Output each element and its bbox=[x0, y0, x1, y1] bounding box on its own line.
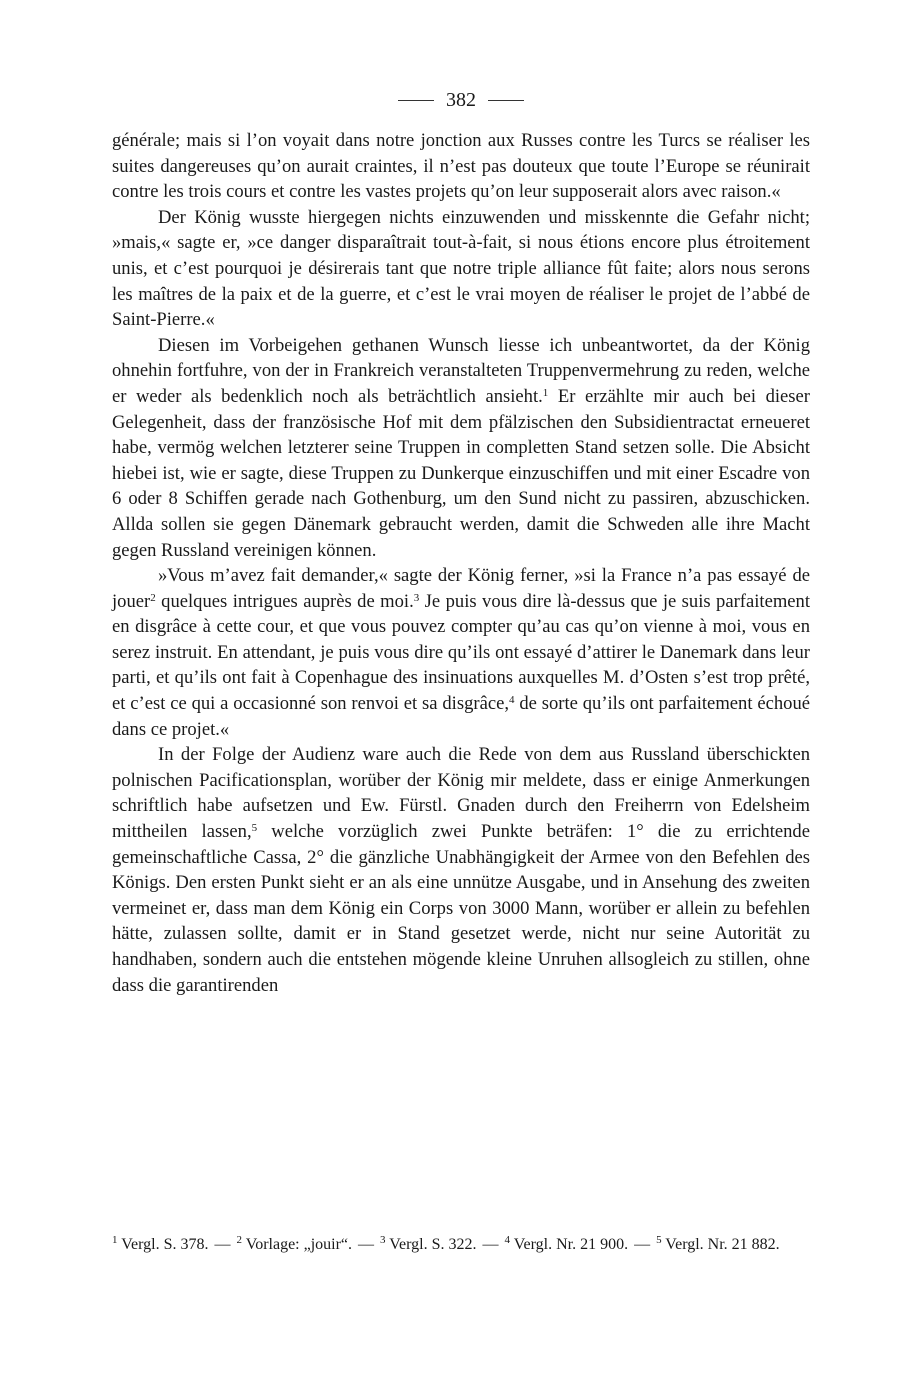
footnote bbox=[505, 1236, 629, 1253]
paragraph-text: Er erzählte mir auch bei dieser Gelegenheit, dass der französische Hof mit dem pfälzischen den Subsidientractat erneueret habe, vermög welchen letzterer seine Truppen in completten Stand setzen solle. Die Absicht hiebei ist, wie er sagte, diese Truppen zu Dunkerque einzuschiffen und mit einer Escadre von 6 oder 8 Schiffen gerade nach Gothenburg, um den Sund nicht zu passiren, abzuschicken. Allda sollen sie gegen Dänemark gebraucht werden, damit die Schweden alle ihre Macht gegen Russland vereinigen können. bbox=[112, 385, 810, 561]
footnote bbox=[656, 1236, 780, 1253]
footnote-text: Vorlage: „jouir“. bbox=[241, 1236, 353, 1253]
footnote-number: 1 bbox=[112, 1234, 118, 1246]
footnote-text: Vergl. Nr. 21 900. bbox=[510, 1236, 629, 1253]
paragraph-text: quelques intrigues auprès de moi. bbox=[155, 590, 414, 612]
footnote-number: 5 bbox=[656, 1234, 662, 1246]
footnotes bbox=[112, 1233, 810, 1256]
footnote-ref: 1 bbox=[542, 386, 549, 399]
body-text bbox=[112, 128, 810, 998]
page bbox=[112, 82, 810, 998]
footnote-ref: 5 bbox=[251, 822, 258, 835]
paragraph bbox=[112, 742, 810, 998]
paragraph-text: générale; mais si l’on voyait dans notre jonction aux Russes contre les Turcs se réaliser les suites dangereuses qu’on aurait craintes, il n’est pas douteux que toute l’Europe se réunirait contre les trois cours et contre les vastes projets qu’on leur supposerait alors avec raison.« bbox=[112, 130, 810, 203]
header-rule-left bbox=[398, 100, 434, 101]
paragraph bbox=[112, 205, 810, 333]
footnote bbox=[380, 1236, 476, 1253]
header-rule-right bbox=[488, 100, 524, 101]
footnote-text: Vergl. S. 322. bbox=[385, 1236, 477, 1253]
footnote-ref: 2 bbox=[150, 591, 156, 604]
footnote-number: 2 bbox=[236, 1234, 242, 1246]
paragraph-text: Der König wusste hiergegen nichts einzuwenden und misskennte die Gefahr nicht; »mais,« sagte er, »ce danger disparaîtrait tout-à-fait, si nous étions encore plus étroitement unis, et c’est pourquoi je désirerais tant que notre triple alliance fût faite; alors nous serons les maîtres de la paix et de la guerre, et c’est le vrai moyen de réaliser le projet de l’abbé de Saint-Pierre.« bbox=[112, 206, 810, 331]
footnote-number: 4 bbox=[504, 1234, 511, 1246]
paragraph-text: »Vous m’avez fait demander,« sagte der König ferner, »si la France n’a pas essayé de jouer bbox=[112, 565, 810, 612]
footnote-text: Vergl. S. 378. bbox=[117, 1236, 209, 1253]
footnote-separator: — bbox=[358, 1236, 375, 1253]
paragraph-text: Je puis vous dire là-dessus que je suis parfaitement en disgrâce à cette cour, et que vous pouvez compter qu’au cas qu’on vienne à moi, vous en serez instruit. En attendant, je puis vous dire qu’ils ont essayé d’attirer le Danemark dans leur parti, et qu’ils ont fait à Copenhague des insinuations auxquelles M. d’Osten s’est trop prêté, et c’est ce qui a occasionné son renvoi et sa disgrâce, bbox=[112, 590, 811, 715]
paragraph-text: de sorte qu’ils ont parfaitement échoué dans ce projet.« bbox=[112, 693, 810, 740]
paragraph bbox=[112, 333, 810, 563]
footnote-ref: 4 bbox=[508, 694, 515, 707]
paragraph-text: In der Folge der Audienz ware auch die Rede von dem aus Russland überschickten polnischen Pacificationsplan, worüber der König mir meldete, dass er einige Anmerkungen schriftlich habe aufsetzen und Ew. Fürstl. Gnaden durch den Freiherrn von Edelsheim mittheilen lassen, bbox=[112, 744, 810, 843]
footnote-ref: 3 bbox=[413, 591, 420, 604]
footnote-separator: — bbox=[482, 1236, 499, 1253]
footnote-separator: — bbox=[214, 1236, 231, 1253]
paragraph bbox=[112, 563, 810, 742]
paragraph bbox=[112, 128, 810, 205]
footnote-number: 3 bbox=[380, 1234, 386, 1246]
footnote bbox=[112, 1236, 208, 1253]
footnote-text: Vergl. Nr. 21 882. bbox=[661, 1236, 780, 1253]
paragraph-text: Diesen im Vorbeigehen gethanen Wunsch liesse ich unbeantwortet, da der König ohnehin fortfuhre, von der in Frankreich veranstalteten Truppenvermehrung zu reden, welche er weder als bedenklich noch als beträchtlich ansieht. bbox=[112, 334, 810, 407]
footnote-separator: — bbox=[634, 1236, 651, 1253]
page-number: 382 bbox=[446, 88, 476, 111]
page-header bbox=[112, 82, 810, 118]
footnote bbox=[236, 1236, 352, 1253]
paragraph-text: welche vorzüglich zwei Punkte beträfen: 1° die zu errichtende gemeinschaftliche Cassa, 2° die gänzliche Unabhängigkeit der Armee von den Befehlen des Königs. Den ersten Punkt sieht er an als eine unnütze Ausgabe, und in Ansehung des zweiten vermeinet er, dass man dem König ein Corps von 3000 Mann, worüber er allein zu befehlen hätte, zulassen sollte, damit er in Stand gesetzet werde, nicht nur seine Autorität zu handhaben, sondern auch die entstehen mögende kleine Unruhen allsogleich zu stillen, ohne dass die garantirenden bbox=[112, 821, 810, 996]
